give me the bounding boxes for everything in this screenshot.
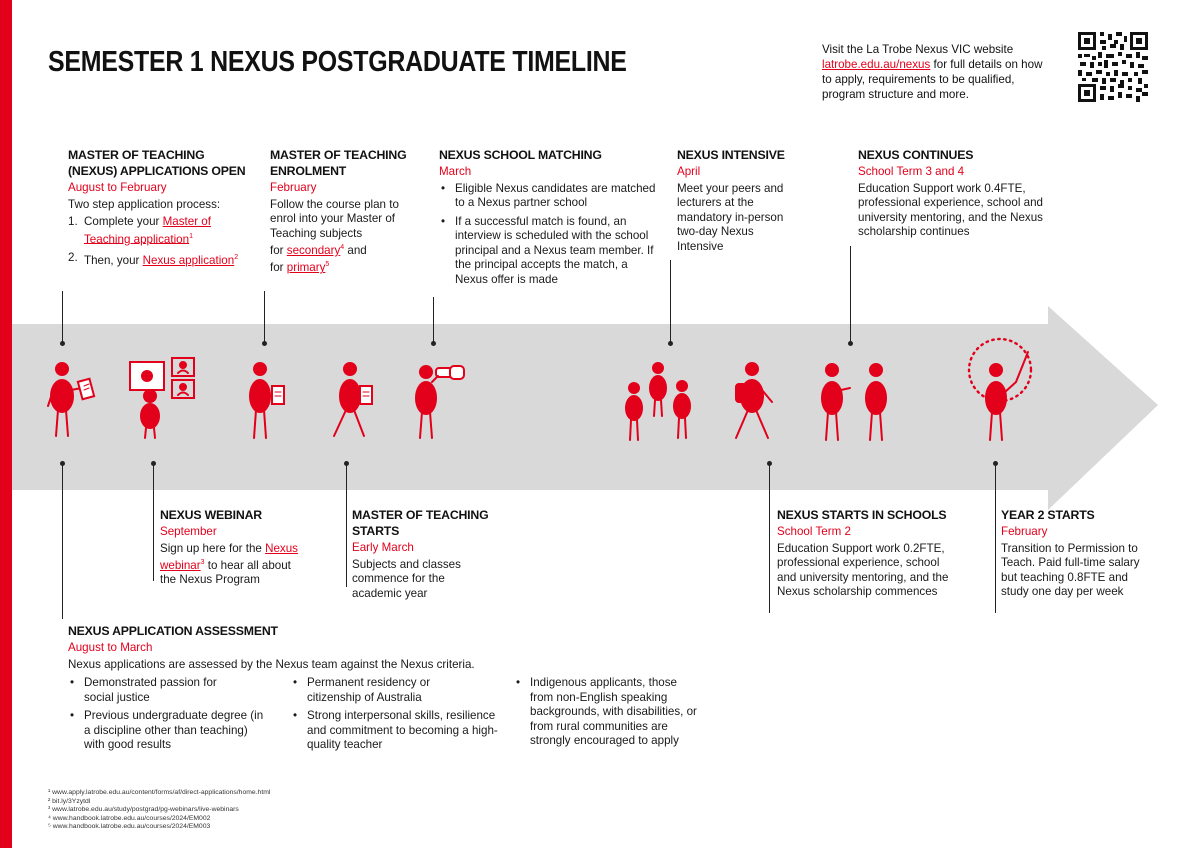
list-item: • If a successful match is found, an interview is scheduled with the school principal and a Nexus team member. If the principal accepts the match, a Nexus offer is made <box>439 215 657 288</box>
intensive-text: Meet your peers and lecturers at the mandatory in-person two-day Nexus Intensive <box>677 181 784 253</box>
enrolment-text: Follow the course plan to enrol into your Master of Teaching subjects <box>270 197 399 240</box>
continues-heading: NEXUS CONTINUES <box>858 148 974 162</box>
continues-block <box>858 147 1054 240</box>
application-step <box>68 215 246 247</box>
continues-date: School Term 3 and 4 <box>858 165 965 178</box>
nexus-application-link[interactable]: Nexus application <box>142 253 235 267</box>
step-number: 1. <box>68 215 78 228</box>
intensive-block <box>677 147 795 254</box>
enrolment-secondary-line <box>270 241 410 258</box>
webinar-text-post: to hear all about the Nexus Program <box>160 558 291 587</box>
application-step <box>68 251 246 268</box>
connector-line <box>62 291 63 343</box>
webinar-block <box>160 507 310 588</box>
nexus-website-link[interactable]: latrobe.edu.au/nexus <box>822 58 931 71</box>
connector-line <box>62 463 63 619</box>
applications-open-heading: MASTER OF TEACHING (NEXUS) APPLICATIONS OPEN <box>68 148 246 178</box>
application-steps <box>68 215 246 268</box>
enrolment-date: February <box>270 181 317 194</box>
connector-line <box>850 246 851 343</box>
person-walking-icon <box>330 360 382 440</box>
connector-dot <box>262 341 267 346</box>
assessment-date: August to March <box>68 641 153 654</box>
list-item: • Permanent residency or citizenship of Australia <box>291 676 461 705</box>
teaching-starts-block <box>352 507 530 601</box>
teacher-pointer-icon <box>966 336 1052 444</box>
footnote-link[interactable]: ² bit.ly/3Yzytdl <box>48 797 91 805</box>
list-item: • Demonstrated passion for social justice <box>68 676 238 705</box>
year-2-text: Transition to Permission to Teach. Paid full-time salary but teaching 0.8FTE and study one day per week <box>1001 541 1140 598</box>
page-title: SEMESTER 1 NEXUS POSTGRADUATE TIMELINE <box>48 46 627 78</box>
enrolment-secondary-post: and <box>347 243 367 257</box>
connector-line <box>153 463 154 581</box>
webinar-heading: NEXUS WEBINAR <box>160 508 262 522</box>
webinar-date: September <box>160 525 217 538</box>
list-item: • Previous undergraduate degree (in a discipline other than teaching) with good results <box>68 709 268 753</box>
starts-in-schools-block <box>777 507 955 600</box>
master-of-teaching-application-link[interactable]: Master of Teaching application <box>84 215 211 246</box>
enrolment-block <box>270 147 410 276</box>
connector-line <box>433 297 434 343</box>
qr-code-icon[interactable] <box>1078 32 1148 102</box>
connector-dot <box>668 341 673 346</box>
secondary-handbook-link[interactable]: secondary <box>286 243 341 257</box>
list-item: • Indigenous applicants, those from non-English speaking backgrounds, with disabilities, or from rural communities are strongly encouraged to apply <box>514 676 700 749</box>
school-matching-list <box>439 182 657 288</box>
starts-in-schools-date: School Term 2 <box>777 525 851 538</box>
applications-open-block <box>68 147 246 272</box>
nexus-webinar-link[interactable]: Nexus webinar <box>160 541 298 572</box>
enrolment-primary-pre: for <box>270 261 284 275</box>
connector-line <box>995 463 996 613</box>
two-people-talking-icon <box>816 360 892 442</box>
assessment-criteria-col-2 <box>291 676 501 757</box>
school-matching-block <box>439 147 657 291</box>
enrolment-primary-line <box>270 258 410 275</box>
teaching-starts-date: Early March <box>352 541 414 554</box>
visit-text-pre: Visit the La Trobe Nexus VIC website <box>822 43 1014 56</box>
footnote-ref: 1 <box>189 232 193 240</box>
school-matching-date: March <box>439 165 472 178</box>
intensive-date: April <box>677 165 701 178</box>
assessment-block <box>68 623 628 672</box>
intensive-heading: NEXUS INTENSIVE <box>677 148 785 162</box>
starts-in-schools-text: Education Support work 0.2FTE, professional experience, school and university mentoring, and the Nexus scholarship commences <box>777 541 949 598</box>
connector-dot <box>431 341 436 346</box>
footnote-ref: 5 <box>325 261 330 269</box>
year-2-heading: YEAR 2 STARTS <box>1001 508 1095 522</box>
connector-line <box>346 463 347 587</box>
list-item: • Eligible Nexus candidates are matched to a Nexus partner school <box>439 182 657 211</box>
left-accent-bar <box>0 0 12 848</box>
footnote-link[interactable]: ⁵ www.handbook.latrobe.edu.au/courses/2024/EM003 <box>48 823 211 831</box>
enrolment-heading: MASTER OF TEACHING ENROLMENT <box>270 148 407 178</box>
connector-dot <box>848 341 853 346</box>
person-holding-paper-icon <box>244 360 292 440</box>
connector-line <box>769 463 770 613</box>
connector-line <box>670 260 671 343</box>
webinar-text-pre: Sign up here for the <box>160 541 262 555</box>
step-number: 2. <box>68 250 78 264</box>
applications-open-intro: Two step application process: <box>68 197 221 211</box>
primary-handbook-link[interactable]: primary <box>286 261 326 275</box>
connector-line <box>264 291 265 343</box>
criteria-list <box>291 676 501 753</box>
person-backpack-icon <box>728 360 778 442</box>
group-of-people-icon <box>622 360 694 442</box>
starts-in-schools-heading: NEXUS STARTS IN SCHOOLS <box>777 508 947 522</box>
assessment-heading: NEXUS APPLICATION ASSESSMENT <box>68 624 278 638</box>
connector-dot <box>60 341 65 346</box>
step-text: Then, your <box>84 253 140 267</box>
footnote-link[interactable]: ³ www.latrobe.edu.au/study/postgrad/pg-webinars/live-webinars <box>48 806 239 814</box>
assessment-intro: Nexus applications are assessed by the Nexus team against the Nexus criteria. <box>68 657 475 671</box>
person-binoculars-icon <box>410 362 468 440</box>
year-2-date: February <box>1001 525 1048 538</box>
footnote-ref: 4 <box>340 244 345 251</box>
footnotes <box>48 789 270 832</box>
enrolment-secondary-pre: for <box>270 243 284 257</box>
video-call-icon <box>128 356 200 440</box>
visit-website-note <box>822 42 1054 102</box>
footnote-ref: 2 <box>234 253 239 261</box>
visit-text-post: for full details on how to apply, requirements to be qualified, program structure and more. <box>822 58 1043 101</box>
webinar-text <box>160 542 310 588</box>
footnote-link[interactable]: ⁴ www.handbook.latrobe.edu.au/courses/2024/EM002 <box>48 814 211 822</box>
teaching-starts-heading: MASTER OF TEACHING STARTS <box>352 508 489 538</box>
school-matching-heading: NEXUS SCHOOL MATCHING <box>439 148 602 162</box>
teaching-starts-text: Subjects and classes commence for the academic year <box>352 557 461 600</box>
continues-text: Education Support work 0.4FTE, professional experience, school and university mentoring, and the Nexus scholarship continues <box>858 181 1043 238</box>
person-reading-icon <box>44 358 102 440</box>
footnote-link[interactable]: ¹ www.apply.latrobe.edu.au/content/forms/af/direct-applications/home.html <box>48 789 271 796</box>
assessment-criteria-col-3 <box>514 676 704 753</box>
list-item: • Strong interpersonal skills, resilience and commitment to becoming a high-quality teacher <box>291 709 501 753</box>
criteria-list <box>514 676 704 749</box>
step-text: Complete your <box>84 215 160 228</box>
criteria-list <box>68 676 268 753</box>
assessment-criteria-col-1 <box>68 676 268 757</box>
year-2-block <box>1001 507 1141 600</box>
footnote-ref: 3 <box>200 559 205 566</box>
applications-open-date: August to February <box>68 181 167 194</box>
